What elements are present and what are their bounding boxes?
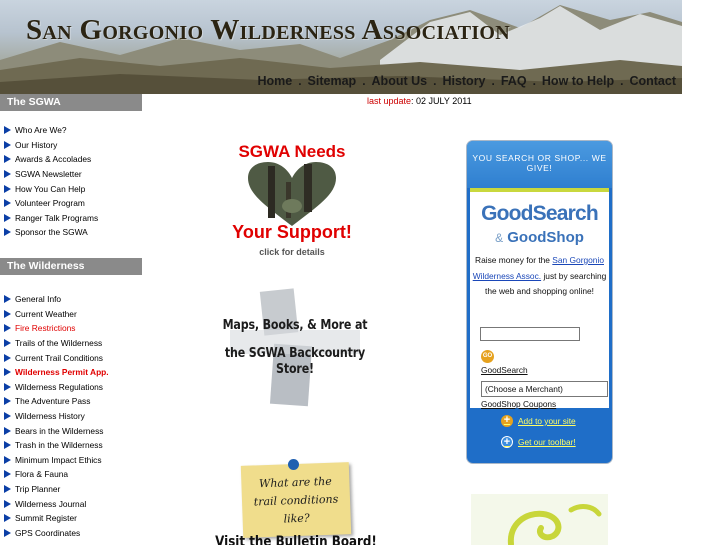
backcountry-store-promo[interactable] — [200, 285, 390, 410]
nav-how-to-help[interactable]: How to Help — [541, 74, 615, 88]
sidebar-list-sgwa — [4, 123, 144, 240]
sidebar-item-trash-in-the-wilderness[interactable] — [4, 438, 144, 453]
sidebar-item-label: The Adventure Pass — [15, 396, 91, 407]
nav-about-us[interactable]: About Us — [371, 74, 428, 88]
sidebar-item-label: Summit Register — [15, 513, 77, 524]
merchant-select[interactable]: (Choose a Merchant) — [481, 381, 608, 397]
nav-faq[interactable]: FAQ — [500, 74, 527, 88]
goodsearch-logo[interactable]: GoodSearch — [481, 202, 598, 225]
arrow-right-icon — [4, 339, 11, 347]
sidebar-item-fire-restrictions[interactable] — [4, 321, 144, 336]
site-title: San Gorgonio Wilderness Association — [26, 14, 511, 46]
goodsearch-search-input[interactable] — [480, 327, 580, 341]
arrow-right-icon — [4, 529, 11, 537]
sidebar-item-wilderness-regulations[interactable] — [4, 380, 144, 395]
raise-pre: Raise money for the — [475, 255, 550, 265]
sidebar-item-how-you-can-help[interactable] — [4, 181, 144, 196]
sidebar-item-label: General Info — [15, 294, 62, 305]
sidebar-item-label: Current Weather — [15, 308, 77, 319]
arrow-right-icon — [4, 228, 11, 236]
sidebar-item-who-are-we[interactable] — [4, 123, 144, 138]
sidebar-item-summit-register[interactable] — [4, 511, 144, 526]
sidebar-item-label: SGWA Newsletter — [15, 169, 82, 180]
plus-icon: + — [501, 436, 513, 448]
sidebar-item-awards-accolades[interactable] — [4, 152, 144, 167]
sidebar-item-label: How You Can Help — [15, 183, 86, 194]
sidebar-item-wilderness-journal[interactable] — [4, 496, 144, 511]
sidebar-item-current-weather[interactable] — [4, 307, 144, 322]
last-update-value: : 02 JULY 2011 — [411, 96, 472, 106]
sidebar-heading-sgwa: The SGWA — [0, 94, 142, 111]
promo-needs-subtitle: Your Support! — [232, 222, 352, 242]
arrow-right-icon — [4, 514, 11, 522]
sidebar-item-trip-planner[interactable] — [4, 482, 144, 497]
arrow-right-icon — [4, 368, 11, 376]
goodsearch-form — [470, 319, 609, 408]
sidebar-item-the-adventure-pass[interactable] — [4, 394, 144, 409]
promo-store-line2: the SGWA Backcountry Store! — [224, 345, 366, 377]
nav-separator: . — [491, 74, 495, 88]
sidebar-item-sponsor-the-sgwa[interactable] — [4, 225, 144, 240]
sidebar-item-label: Wilderness Permit App. — [15, 367, 109, 378]
get-toolbar-label: Get our toolbar! — [518, 437, 576, 447]
sidebar-item-label: Awards & Accolades — [15, 154, 92, 165]
goodshop-logo-text: GoodShop — [507, 229, 584, 246]
goodsearch-widget — [467, 141, 612, 463]
last-update-label: last update — [367, 96, 412, 106]
sidebar-item-gps-coordinates[interactable] — [4, 526, 144, 541]
sidebar-item-label: Volunteer Program — [15, 198, 85, 209]
arrow-right-icon — [4, 500, 11, 508]
sidebar-item-label: Who Are We? — [15, 125, 67, 136]
sidebar-item-label: Current Trail Conditions — [15, 352, 103, 363]
sidebar-item-wilderness-permit-app[interactable] — [4, 365, 144, 380]
top-navigation — [257, 74, 676, 88]
arrow-right-icon — [4, 141, 11, 149]
heart-forest-image — [246, 162, 338, 228]
sidebar-list-wilderness — [4, 292, 144, 540]
sgwa-beneficiary-link[interactable]: San Gorgonio Wilderness Assoc. — [472, 255, 604, 281]
sticky-note — [241, 462, 351, 538]
logo-ampersand: & — [495, 231, 504, 245]
sidebar-item-current-trail-conditions[interactable] — [4, 350, 144, 365]
sidebar-item-general-info[interactable] — [4, 292, 144, 307]
promo-board-title: Visit the Bulletin Board! — [215, 534, 377, 545]
spiral-logo-banner[interactable] — [471, 494, 608, 545]
sidebar-item-sgwa-newsletter[interactable] — [4, 167, 144, 182]
sidebar-item-label: Wilderness Regulations — [15, 381, 103, 392]
search-go-button[interactable]: GO — [481, 350, 494, 363]
sidebar-item-bears-in-the-wilderness[interactable] — [4, 423, 144, 438]
goodshop-coupons-link[interactable]: GoodShop Coupons — [481, 399, 557, 409]
goodsearch-body — [470, 188, 609, 319]
nav-separator: . — [620, 74, 624, 88]
sidebar-item-label: Sponsor the SGWA — [15, 227, 88, 238]
sidebar-item-our-history[interactable] — [4, 138, 144, 153]
sidebar-item-volunteer-program[interactable] — [4, 196, 144, 211]
promo-needs-title: SGWA Needs — [238, 142, 346, 161]
arrow-right-icon — [4, 214, 11, 222]
arrow-right-icon — [4, 310, 11, 318]
spiral-logo-icon — [471, 494, 608, 545]
arrow-right-icon — [4, 170, 11, 178]
nav-contact[interactable]: Contact — [629, 74, 676, 88]
arrow-right-icon — [4, 412, 11, 420]
sidebar-item-label: Fire Restrictions — [15, 323, 76, 334]
arrow-right-icon — [4, 324, 11, 332]
sidebar-item-label: Wilderness Journal — [15, 498, 87, 509]
arrow-right-icon — [4, 383, 11, 391]
support-sgwa-promo[interactable] — [222, 140, 362, 262]
arrow-right-icon — [4, 185, 11, 193]
goodsearch-link[interactable]: GoodSearch — [481, 365, 528, 375]
note-line1: What are the — [258, 474, 332, 491]
nav-home[interactable]: Home — [257, 74, 293, 88]
get-toolbar-link[interactable] — [501, 436, 576, 448]
arrow-right-icon — [4, 441, 11, 449]
plus-icon: + — [501, 415, 513, 427]
sidebar-item-label: GPS Coordinates — [15, 527, 81, 538]
sidebar-item-label: Wilderness History — [15, 411, 85, 422]
add-to-site-label: Add to your site — [518, 416, 576, 426]
sidebar-item-label: Trails of the Wilderness — [15, 338, 103, 349]
nav-sitemap[interactable]: Sitemap — [307, 74, 357, 88]
sidebar-item-label: Trash in the Wilderness — [15, 440, 103, 451]
note-line2: trail conditions — [253, 492, 339, 509]
sidebar-item-wilderness-history[interactable] — [4, 409, 144, 424]
sidebar-item-label: Trip Planner — [15, 484, 61, 495]
arrow-right-icon — [4, 354, 11, 362]
sidebar-item-ranger-talk-programs[interactable] — [4, 211, 144, 226]
arrow-right-icon — [4, 155, 11, 163]
arrow-right-icon — [4, 485, 11, 493]
sidebar-item-minimum-impact-ethics[interactable] — [4, 453, 144, 468]
header-banner — [0, 0, 682, 94]
arrow-right-icon — [4, 295, 11, 303]
raise-post: just by searching the web and shopping online! — [485, 270, 607, 296]
nav-separator: . — [362, 74, 366, 88]
arrow-right-icon — [4, 126, 11, 134]
sidebar-item-label: Flora & Fauna — [15, 469, 69, 480]
arrow-right-icon — [4, 397, 11, 405]
sidebar-item-trails-of-the-wilderness[interactable] — [4, 336, 144, 351]
nav-separator: . — [298, 74, 302, 88]
note-line3: like? — [283, 511, 310, 526]
arrow-right-icon — [4, 199, 11, 207]
sidebar-item-label: Bears in the Wilderness — [15, 425, 104, 436]
bulletin-board-promo[interactable] — [196, 458, 396, 545]
arrow-right-icon — [4, 456, 11, 464]
goodshop-logo[interactable] — [470, 229, 609, 246]
add-to-site-link[interactable] — [501, 415, 576, 427]
sidebar-item-label: Our History — [15, 139, 58, 150]
sidebar-item-label: Ranger Talk Programs — [15, 212, 99, 223]
sidebar-heading-wilderness: The Wilderness — [0, 258, 142, 275]
promo-needs-caption: click for details — [259, 247, 325, 257]
sidebar-item-label: Minimum Impact Ethics — [15, 454, 102, 465]
sidebar-item-flora-fauna[interactable] — [4, 467, 144, 482]
nav-history[interactable]: History — [442, 74, 486, 88]
promo-store-line1: Maps, Books, & More at — [222, 317, 368, 333]
goodsearch-description — [472, 253, 607, 300]
arrow-right-icon — [4, 470, 11, 478]
arrow-right-icon — [4, 427, 11, 435]
pushpin-icon — [288, 459, 299, 470]
nav-separator: . — [433, 74, 437, 88]
last-update — [367, 96, 472, 106]
goodsearch-heading: YOU SEARCH OR SHOP... WE GIVE! — [467, 141, 612, 188]
nav-separator: . — [532, 74, 536, 88]
